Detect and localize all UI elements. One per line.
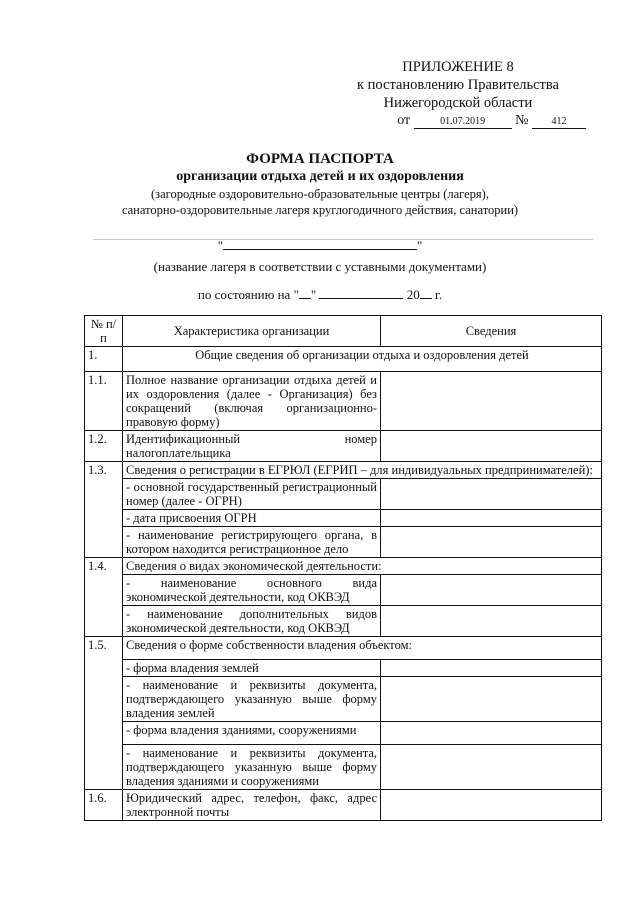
row-value-cell[interactable] bbox=[381, 575, 602, 606]
row-label: - наименование дополнительных видов экономической деятельности, код ОКВЭД bbox=[123, 606, 381, 637]
appendix-line-2: Нижегородской области bbox=[383, 95, 533, 111]
camp-name-caption: (название лагеря в соответствии с уставными документами) bbox=[153, 259, 487, 274]
table-row bbox=[85, 745, 602, 790]
camp-name-blank[interactable] bbox=[223, 239, 417, 250]
header-characteristic: Характеристика организации bbox=[123, 316, 381, 347]
row-num: 1.4. bbox=[85, 558, 123, 637]
appendix-header bbox=[328, 58, 588, 130]
number-label: № bbox=[515, 113, 529, 128]
row-num: 1.2. bbox=[85, 431, 123, 462]
as-of-year-prefix: 20 bbox=[406, 287, 420, 302]
as-of-month-blank[interactable] bbox=[319, 298, 403, 299]
table-row bbox=[85, 431, 602, 462]
table-row bbox=[85, 606, 602, 637]
row-value-cell[interactable] bbox=[381, 510, 602, 527]
as-of-date-line bbox=[0, 287, 640, 303]
row-label: - форма владения землей bbox=[123, 660, 381, 677]
table-row bbox=[85, 558, 602, 575]
row-label: - наименование основного вида экономической деятельности, код ОКВЭД bbox=[123, 575, 381, 606]
appendix-line-1: к постановлению Правительства bbox=[357, 77, 559, 93]
row-label bbox=[123, 431, 381, 462]
camp-name-field[interactable] bbox=[0, 238, 640, 254]
title-main: ФОРМА ПАСПОРТА bbox=[246, 151, 394, 167]
from-label: от bbox=[397, 113, 411, 128]
title-sub: организации отдыха детей и их оздоровления bbox=[176, 169, 464, 184]
table-row bbox=[85, 677, 602, 722]
appendix-title: ПРИЛОЖЕНИЕ 8 bbox=[402, 59, 514, 75]
row-value-cell[interactable] bbox=[381, 660, 602, 677]
row-value-cell[interactable] bbox=[381, 527, 602, 558]
row-label: Сведения о форме собственности владения объектом: bbox=[123, 637, 602, 660]
table-row bbox=[85, 575, 602, 606]
row-num: 1.6. bbox=[85, 790, 123, 821]
table-row bbox=[85, 347, 602, 372]
row-label: - наименование и реквизиты документа, подтверждающего указанную выше форму владения землей bbox=[123, 677, 381, 722]
order-date: 01.07.2019 bbox=[414, 116, 512, 129]
as-of-day-blank[interactable] bbox=[299, 298, 311, 299]
title-note-1: (загородные оздоровительно-образовательные центры (лагеря), bbox=[151, 187, 489, 201]
order-number: 412 bbox=[532, 116, 586, 129]
table-row bbox=[85, 660, 602, 677]
row-label: Сведения о регистрации в ЕГРЮЛ (ЕГРИП – для индивидуальных предпринимателей): bbox=[123, 462, 602, 479]
header-num: № п/п bbox=[85, 316, 123, 347]
row-value-cell[interactable] bbox=[381, 479, 602, 510]
row-value-cell[interactable] bbox=[381, 722, 602, 745]
row-label: - дата присвоения ОГРН bbox=[123, 510, 381, 527]
passport-table bbox=[84, 315, 602, 821]
row-label: - наименование регистрирующего органа, в котором находится регистрационное дело bbox=[123, 527, 381, 558]
table-row bbox=[85, 527, 602, 558]
form-title bbox=[0, 150, 640, 218]
table-row bbox=[85, 722, 602, 745]
row-label: Юридический адрес, телефон, факс, адрес электронной почты bbox=[123, 790, 381, 821]
row-label: - основной государственный регистрационный номер (далее - ОГРН) bbox=[123, 479, 381, 510]
row-num: 1. bbox=[85, 347, 123, 372]
title-note-2: санаторно-оздоровительные лагеря круглогодичного действия, санатории) bbox=[121, 203, 519, 217]
header-info: Сведения bbox=[381, 316, 602, 347]
table-header-row bbox=[85, 316, 602, 347]
table-row bbox=[85, 510, 602, 527]
row-label: Полное название организации отдыха детей и их оздоровления (далее - Организация) без сокращений (включая организационно-правовую форму) bbox=[123, 372, 381, 431]
row-value-cell[interactable] bbox=[381, 372, 602, 431]
as-of-suffix: г. bbox=[434, 287, 443, 302]
table-row bbox=[85, 637, 602, 660]
row-value-cell[interactable] bbox=[381, 677, 602, 722]
row-label: Сведения о видах экономической деятельности: bbox=[123, 558, 602, 575]
quote-close: " bbox=[417, 238, 423, 253]
row-value-cell[interactable] bbox=[381, 745, 602, 790]
row-num: 1.5. bbox=[85, 637, 123, 790]
row-label: - наименование и реквизиты документа, подтверждающего указанную выше форму владения зданиями и сооружениями bbox=[123, 745, 381, 790]
row-value-cell[interactable] bbox=[381, 606, 602, 637]
table-row bbox=[85, 462, 602, 479]
table-row bbox=[85, 479, 602, 510]
row-value-cell[interactable] bbox=[381, 790, 602, 821]
quote-open: " bbox=[217, 238, 223, 253]
section-title: Общие сведения об организации отдыха и оздоровления детей bbox=[123, 347, 602, 372]
order-line bbox=[328, 112, 588, 130]
row-label-text: Идентификационный номер налогоплательщика bbox=[126, 432, 377, 460]
row-value-cell[interactable] bbox=[381, 431, 602, 462]
table-row bbox=[85, 790, 602, 821]
table-row bbox=[85, 372, 602, 431]
row-num: 1.3. bbox=[85, 462, 123, 558]
as-of-mid: " bbox=[310, 287, 317, 302]
as-of-year-blank[interactable] bbox=[420, 298, 432, 299]
row-num: 1.1. bbox=[85, 372, 123, 431]
row-label: - форма владения зданиями, сооружениями bbox=[123, 722, 381, 745]
as-of-prefix: по состоянию на " bbox=[197, 287, 299, 302]
